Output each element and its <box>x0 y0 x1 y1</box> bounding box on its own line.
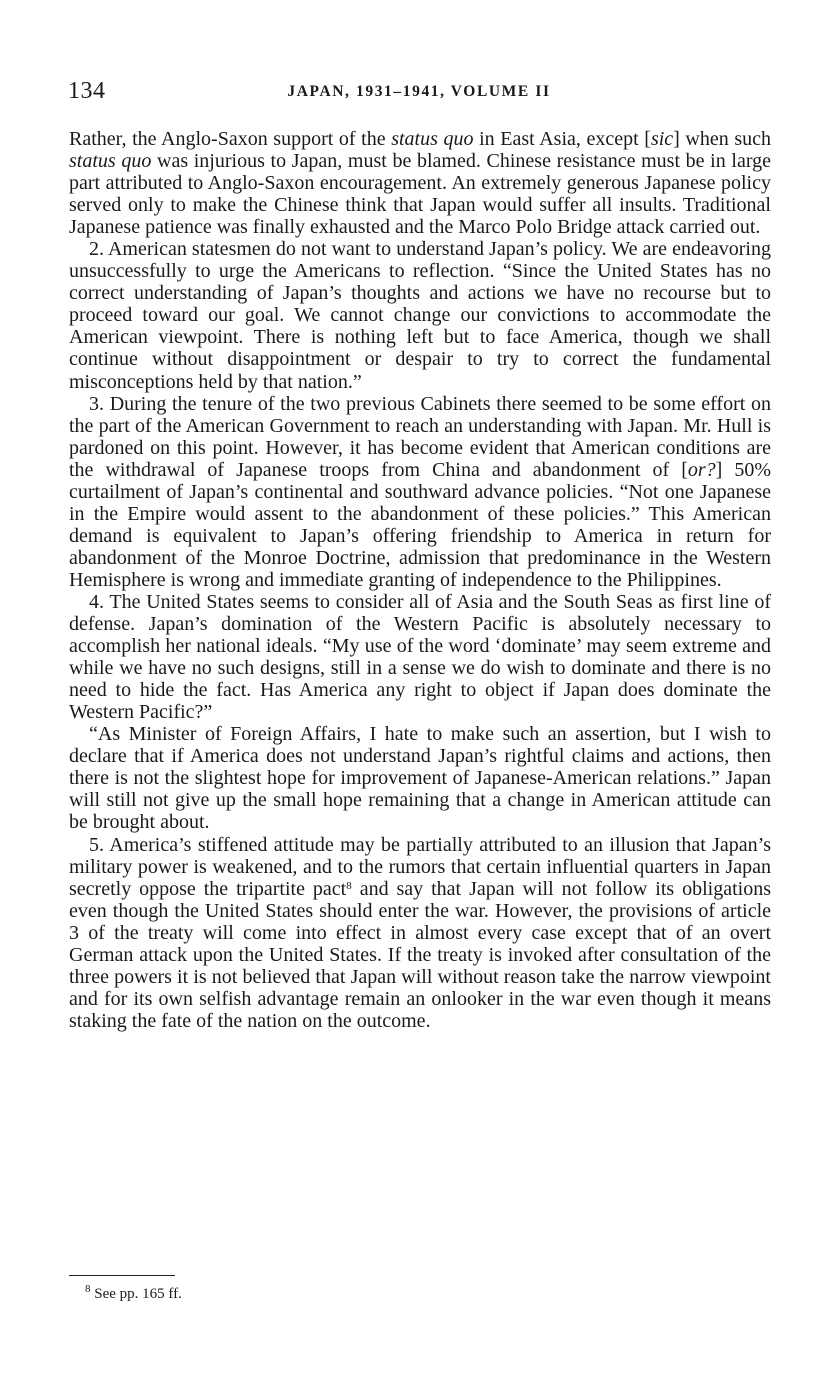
footnote-rule <box>69 1275 175 1276</box>
footnote <box>85 1283 182 1303</box>
italic-text: or? <box>687 458 716 481</box>
italic-text: status quo <box>391 128 474 150</box>
text-run: ] when such <box>673 128 772 150</box>
text-run: 4. The United States seems to consider all of Asia and the South Seas as first line of defense. Japan’s domination of the Western Pacific is absolutely necessary to accomplish her national ideals. “My use of the word ‘dominate’ may seem extreme and while we have no such designs, still in a sense we do wish to dominate and there is no need to hide the fact. Has America any right to object if Japan does dominate the Western Pacific?” <box>69 590 771 724</box>
text-run: in East Asia, except [ <box>473 128 651 150</box>
footnote-text: See pp. 165 ff. <box>94 1286 182 1302</box>
running-head: JAPAN, 1931–1941, VOLUME II <box>287 83 551 100</box>
text-run: 5. America’s stiffened attitude may be partially attributed to an illusion that Japan’s military power is weakened, and to the rumors that certain influential quarters in Japan secretly oppose the tripartite pact <box>69 833 771 900</box>
text-run: 3. During the tenure of the two previous Cabinets there seemed to be some effort on the part of the American Government to reach an understanding with Japan. Mr. Hull is pardoned on this point. However, it has become evident that American conditions are the withdrawal of Japanese troops from China and abandonment of [ <box>69 392 771 481</box>
text-run: was injurious to Japan, must be blamed. Chinese resistance must be in large part attributed to Anglo-Saxon encouragement. An extremely generous Japanese policy served only to make the Chinese think that Japan would suffer all insults. Traditional Japanese patience was finally exhausted and the Marco Polo Bridge attack carried out. <box>69 150 772 239</box>
footnote-marker: 8 <box>85 1283 91 1295</box>
text-run: and say that Japan will not follow its obligations even though the United States should enter the war. However, the provisions of article 3 of the treaty will come into effect in almost every case except that of an overt German attack upon the United States. If the treaty is invoked after consultation of the three powers it is not believed that Japan will without reason take the narrow viewpoint and for its own selfish advantage remain an onlooker in the war even though it means staking the fate of the nation on the outcome. <box>69 877 772 1032</box>
paragraph <box>69 834 771 1032</box>
text-run: Rather, the Anglo-Saxon support of the <box>69 128 392 150</box>
paragraph <box>69 723 771 833</box>
text-run: “As Minister of Foreign Affairs, I hate to make such an assertion, but I wish to declare that if America does not understand Japan’s rightful claims and actions, then there is not the slightest hope for improvement of Japanese-American relations.” Japan will still not give up the small hope remaining that a change in American attitude can be brought about. <box>69 723 771 834</box>
paragraph <box>69 591 771 723</box>
footnote-reference: 8 <box>346 879 352 892</box>
italic-text: sic <box>650 128 674 150</box>
text-run: ] 50% curtailment of Japan’s continental and southward advance policies. “Not one Japanese in the Empire would assent to the abandonment of these policies.” This American demand is equivalent to Japan’s offering friendship to America in return for abandonment of the Monroe Doctrine, admission that predominance in the Western Hemisphere is wrong and immediate granting of independence to the Philippines. <box>69 458 771 591</box>
page-header <box>68 78 770 108</box>
paragraph <box>69 128 771 238</box>
italic-text: status quo <box>69 150 152 173</box>
body-text <box>69 128 771 1032</box>
paragraph <box>69 238 771 392</box>
text-run: 2. American statesmen do not want to understand Japan’s policy. We are endeavoring unsuccessfully to urge the Americans to reflection. “Since the United States has no correct understanding of Japan’s thoughts and actions we have no recourse but to proceed toward our goal. We cannot change our convictions to accommodate the American viewpoint. There is nothing left but to face America, though we shall continue without disappointment or despair to try to correct the fundamental misconceptions held by that nation.” <box>69 238 771 393</box>
page-number: 134 <box>68 78 106 104</box>
paragraph <box>69 393 771 591</box>
